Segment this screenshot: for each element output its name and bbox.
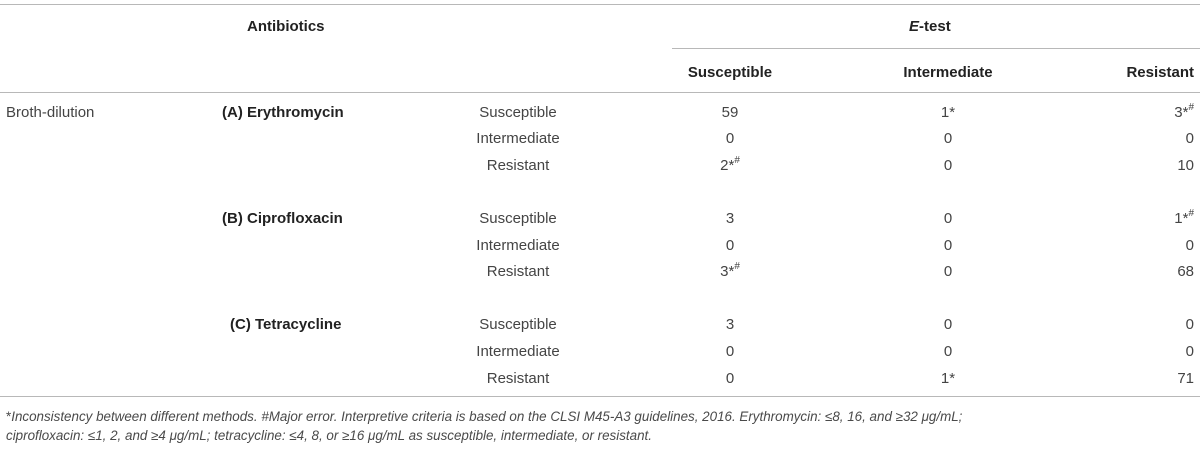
cell-resistant: 71: [1177, 370, 1194, 387]
cell-intermediate: 1*: [940, 370, 956, 387]
row-label: Intermediate: [476, 130, 560, 147]
cell-resistant: 1*#: [1174, 208, 1194, 227]
cell-resistant: 10: [1177, 157, 1194, 174]
footnote-star: *: [6, 409, 12, 424]
group-name: (B) Ciprofloxacin: [222, 210, 343, 227]
table-footnote: [6, 407, 1194, 445]
cell-susceptible: 59: [721, 104, 739, 121]
cell-susceptible: 2*#: [720, 155, 740, 174]
row-label: Resistant: [486, 157, 550, 174]
cell-intermediate: 0: [943, 157, 953, 174]
row-label: Susceptible: [479, 104, 557, 121]
col-header-intermediate: Intermediate: [903, 64, 993, 81]
cell-resistant: 0: [1185, 316, 1194, 333]
group-name: (A) Erythromycin: [222, 104, 344, 121]
etest-header-rest: -test: [919, 18, 951, 35]
etest-header-italic: E: [909, 18, 920, 35]
col-header-susceptible: Susceptible: [687, 64, 773, 81]
header-bottom-rule: [0, 92, 1200, 93]
cell-intermediate: 1*: [940, 104, 956, 121]
cell-susceptible: 3: [725, 316, 735, 333]
cell-intermediate: 0: [943, 130, 953, 147]
cell-susceptible: 0: [725, 130, 735, 147]
table-top-rule: [0, 4, 1200, 5]
cell-intermediate: 0: [943, 343, 953, 360]
etest-header: [909, 18, 951, 36]
table-bottom-rule: [0, 396, 1200, 397]
cell-resistant: 0: [1185, 237, 1194, 254]
row-label: Intermediate: [476, 237, 560, 254]
cell-susceptible: 0: [725, 237, 735, 254]
cell-resistant: 0: [1185, 130, 1194, 147]
cell-intermediate: 0: [943, 237, 953, 254]
row-label: Resistant: [486, 263, 550, 280]
row-label: Susceptible: [479, 210, 557, 227]
cell-susceptible: 3*#: [720, 261, 740, 280]
cell-susceptible: 3: [725, 210, 735, 227]
group-name: (C) Tetracycline: [230, 316, 342, 333]
row-label: Resistant: [486, 370, 550, 387]
footnote-line-1: *Inconsistency between different methods. #Major error. Interpretive criteria is based on the CLSI M45-A3 guidelines, 2016. Erythromycin: ≤8, 16, and ≥32 μg/mL;: [6, 409, 963, 424]
cell-intermediate: 0: [943, 210, 953, 227]
col-header-resistant: Resistant: [1126, 64, 1194, 81]
antibiotics-header: Antibiotics: [247, 18, 325, 35]
cell-intermediate: 0: [943, 263, 953, 280]
etest-underline-rule: [672, 48, 1200, 49]
method-label: Broth-dilution: [6, 104, 95, 121]
cell-intermediate: 0: [943, 316, 953, 333]
footnote-line-2: ciprofloxacin: ≤1, 2, and ≥4 μg/mL; tetracycline: ≤4, 8, or ≥16 μg/mL as susceptible, intermediate, or resistant.: [6, 428, 652, 443]
cell-susceptible: 0: [725, 370, 735, 387]
cell-resistant: 0: [1185, 343, 1194, 360]
cell-resistant: 3*#: [1174, 102, 1194, 121]
row-label: Susceptible: [479, 316, 557, 333]
row-label: Intermediate: [476, 343, 560, 360]
cell-resistant: 68: [1177, 263, 1194, 280]
cell-susceptible: 0: [725, 343, 735, 360]
